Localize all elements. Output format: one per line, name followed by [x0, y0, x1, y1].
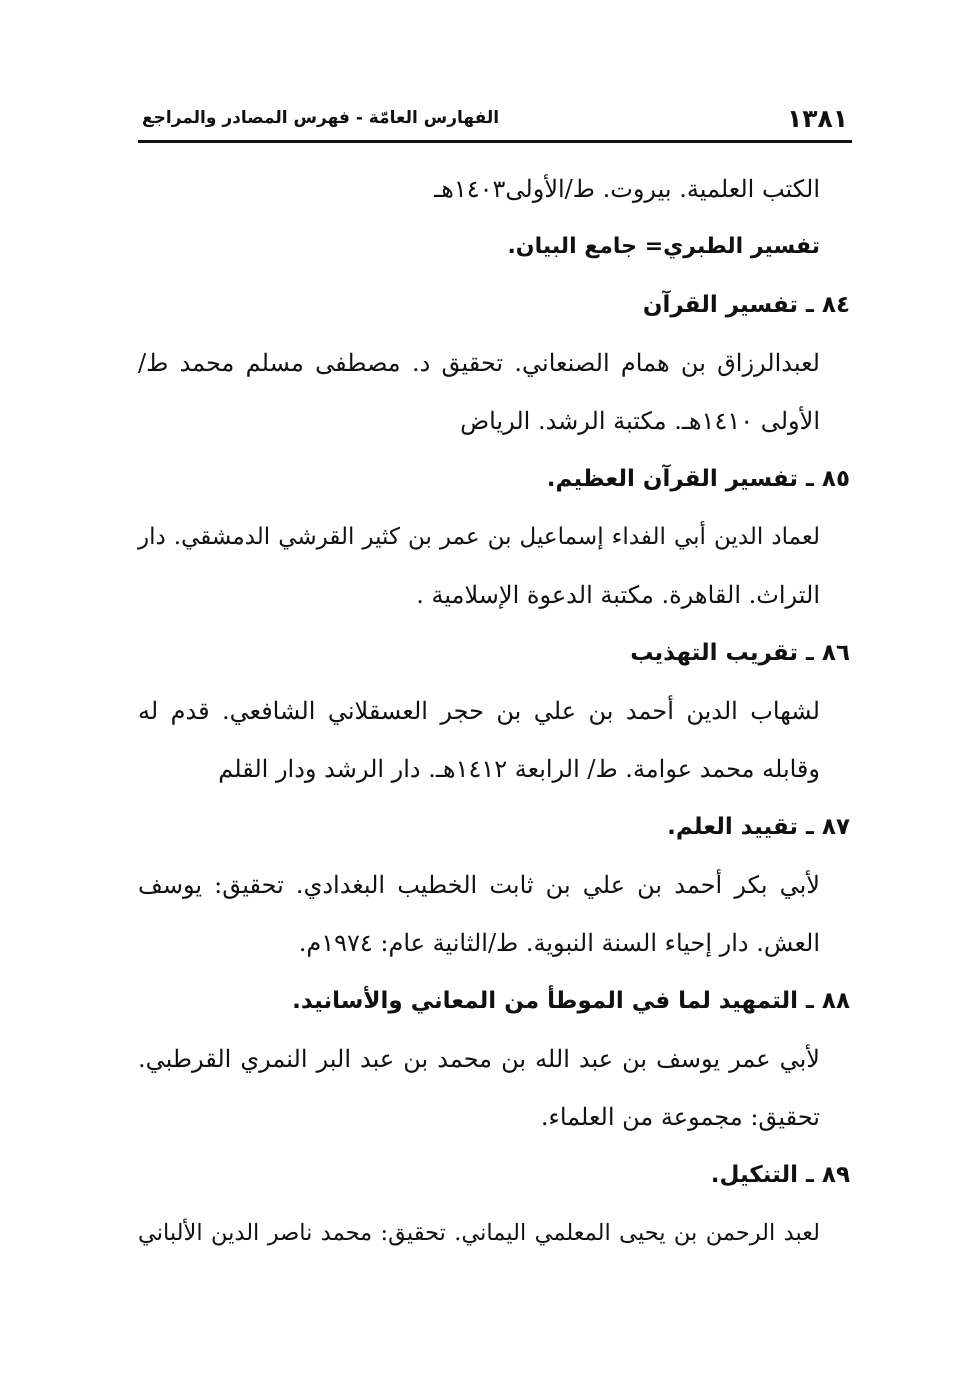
entry-87-text-line-2: العش. دار إحياء السنة النبوية. ط/الثانية عام: ١٩٧٤م.	[298, 929, 820, 957]
cross-reference-tabari: تفسير الطبري= جامع البيان.	[507, 234, 820, 259]
entry-88-text-line-2: تحقيق: مجموعة من العلماء.	[540, 1103, 820, 1131]
entry-86-text-line-1: لشهاب الدين أحمد بن علي بن حجر العسقلاني الشافعي. قدم له	[138, 697, 820, 725]
entry-86-title: ٨٦ ـ تقريب التهذيب	[630, 640, 850, 666]
entry-86-text-line-2: وقابله محمد عوامة. ط/ الرابعة ١٤١٢هـ. دار الرشد ودار القلم	[218, 755, 820, 783]
entry-84-text-line-2: الأولى ١٤١٠هـ. مكتبة الرشد. الرياض	[460, 407, 820, 435]
entry-88-title: ٨٨ ـ التمهيد لما في الموطأ من المعاني والأسانيد.	[292, 988, 850, 1014]
bibliography-list	[138, 160, 850, 1262]
entry-89-title: ٨٩ ـ التنكيل.	[710, 1162, 850, 1188]
entry-85-title: ٨٥ ـ تفسير القرآن العظيم.	[546, 466, 850, 492]
entry-85-text-line-2: التراث. القاهرة. مكتبة الدعوة الإسلامية .	[416, 581, 820, 609]
entry-87-title: ٨٧ ـ تقييد العلم.	[667, 814, 850, 840]
page-number: ١٣٨١	[786, 104, 848, 133]
page-header	[138, 100, 850, 140]
entry-83-text-continued: الكتب العلمية. بيروت. ط/الأولى١٤٠٣هـ	[434, 175, 820, 203]
entry-88-text-line-1: لأبي عمر يوسف بن عبد الله بن محمد بن عبد البر النمري القرطبي.	[138, 1045, 820, 1073]
entry-84-text-line-1: لعبدالرزاق بن همام الصنعاني. تحقيق د. مصطفى مسلم محمد ط/	[138, 349, 820, 377]
header-rule	[138, 140, 852, 143]
entry-89-text-line-1: لعبد الرحمن بن يحيى المعلمي اليماني. تحقيق: محمد ناصر الدين الألباني	[138, 1220, 820, 1246]
entry-84-title: ٨٤ ـ تفسير القرآن	[642, 292, 850, 318]
entry-87-text-line-1: لأبي بكر أحمد بن علي بن ثابت الخطيب البغدادي. تحقيق: يوسف	[138, 871, 820, 899]
entry-85-text-line-1: لعماد الدين أبي الفداء إسماعيل بن عمر بن كثير القرشي الدمشقي. دار	[138, 524, 820, 550]
running-title: الفهارس العامّة - فهرس المصادر والمراجع	[142, 108, 500, 128]
